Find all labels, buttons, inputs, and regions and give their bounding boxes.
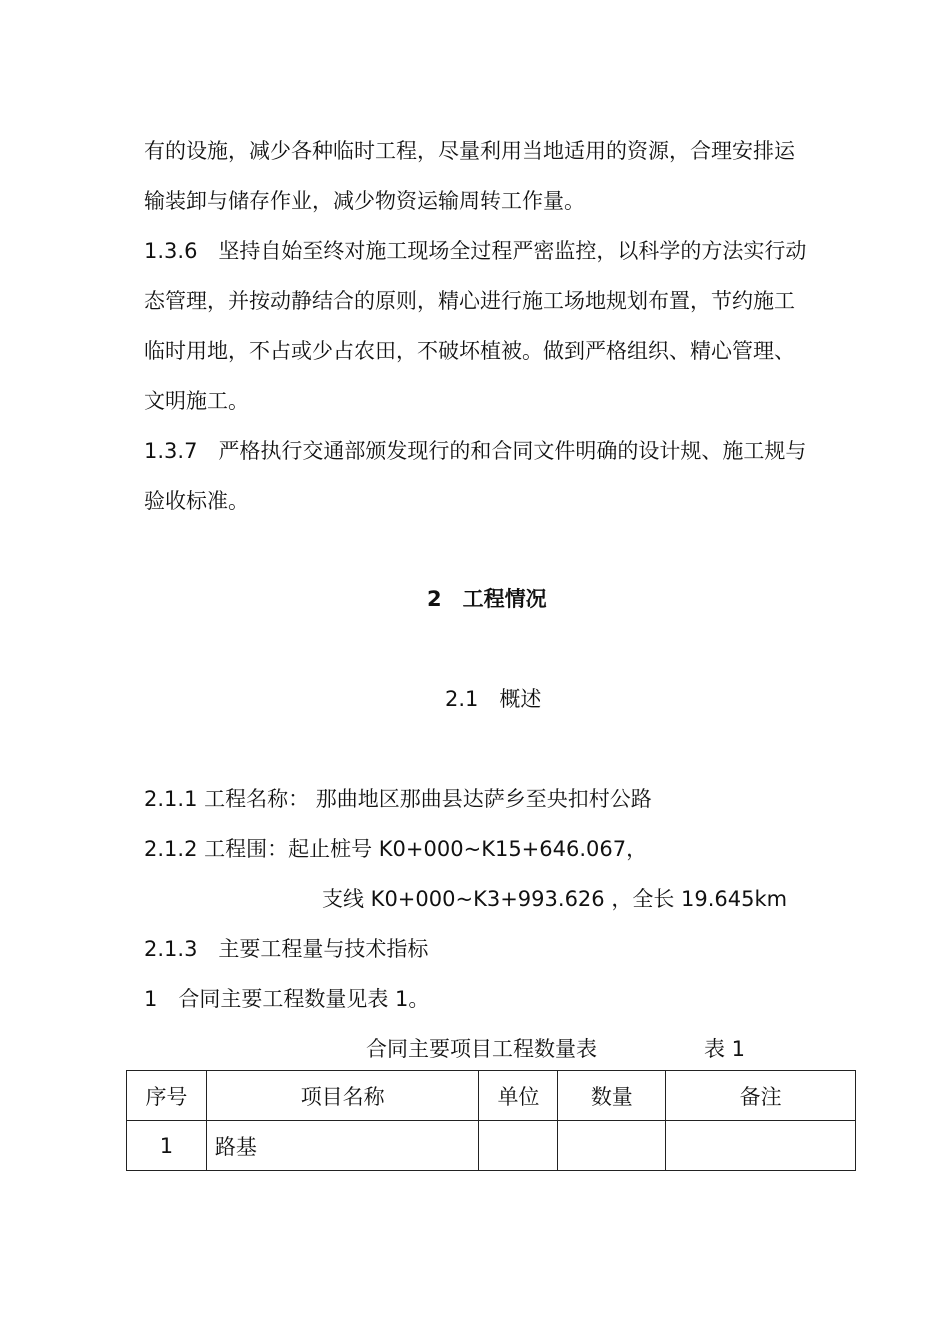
paragraph-line: 1.3.6 坚持自始至终对施工现场全过程严密监控，以科学的方法实行动 (144, 239, 807, 263)
cell-quantity (558, 1121, 666, 1171)
header-quantity: 数量 (558, 1071, 666, 1121)
item-project-scope: 2.1.2 工程围：起止桩号 K0+000~K15+646.067， (144, 837, 648, 861)
item-project-name: 2.1.1 工程名称： 那曲地区那曲县达萨乡至央扣村公路 (144, 787, 652, 811)
section-title: 2 工程情况 (427, 587, 547, 611)
paragraph-line: 有的设施，减少各种临时工程，尽量利用当地适用的资源，合理安排运 (144, 139, 795, 163)
header-unit: 单位 (479, 1071, 558, 1121)
cell-item-name: 路基 (206, 1121, 479, 1171)
item-quantities-heading: 2.1.3 主要工程量与技术指标 (144, 937, 429, 961)
paragraph-line: 文明施工。 (144, 389, 249, 413)
item-project-branch: 支线 K0+000~K3+993.626 ，全长 19.645km (322, 887, 788, 911)
item-table-reference: 1 合同主要工程数量见表 1。 (144, 987, 430, 1011)
table-header-row (127, 1071, 856, 1121)
paragraph-line: 态管理，并按动静结合的原则，精心进行施工场地规划布置，节约施工 (144, 289, 795, 313)
paragraph-line: 验收标准。 (144, 489, 249, 513)
header-index: 序号 (127, 1071, 207, 1121)
table-label: 表 1 (704, 1037, 746, 1061)
table-caption: 合同主要项目工程数量表 (366, 1037, 597, 1061)
header-item-name: 项目名称 (206, 1071, 479, 1121)
cell-remarks (666, 1121, 856, 1171)
cell-index: 1 (127, 1121, 207, 1171)
paragraph-line: 1.3.7 严格执行交通部颁发现行的和合同文件明确的设计规、施工规与 (144, 439, 807, 463)
paragraph-line: 输装卸与储存作业，减少物资运输周转工作量。 (144, 189, 585, 213)
quantity-table (126, 1070, 856, 1171)
paragraph-line: 临时用地，不占或少占农田，不破坏植被。做到严格组织、精心管理、 (144, 339, 795, 363)
table-row (127, 1121, 856, 1171)
header-remarks: 备注 (666, 1071, 856, 1121)
section-subtitle: 2.1 概述 (445, 687, 542, 711)
cell-unit (479, 1121, 558, 1171)
